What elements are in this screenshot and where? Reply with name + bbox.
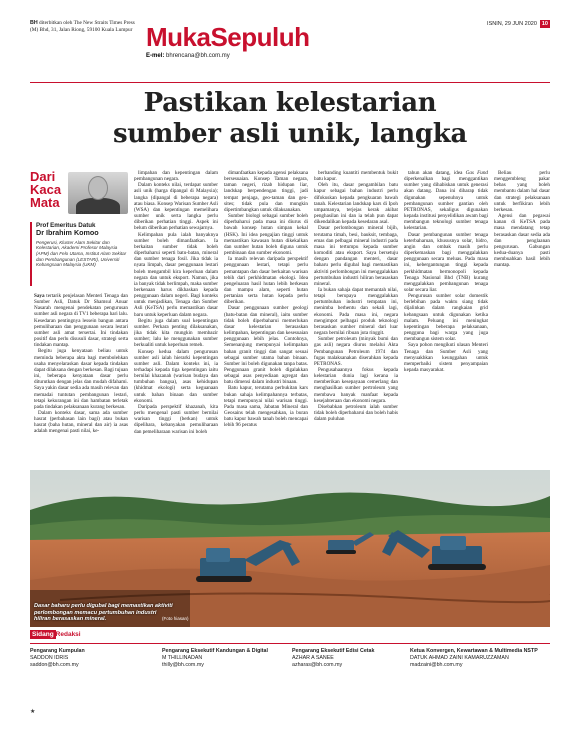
- article-column-4: [314, 170, 398, 505]
- author-portrait: [68, 172, 128, 214]
- article-paragraph: Kelimpahan pula ialah banyaknya sumber boleh dimanfaatkan. Ia berkaitan sumber tidak boleh diperbaharui seperti batu-batan, mineral dan sumber tenaga fosil. Jika tidak ia nyata limpah, dasar penggunaan lestari boleh mengambil kira keperluan dalam negara dan untuk eksport. Namun, jika ia banyak tidak berlimpah, maka sumber berkenaan harus dikhaskan kepada penggunaan dalam negeri. Bagi konteks untuk menjadikan, Tenaga dan Sumber Asli (KeTSA) perlu memastikan dasar baru untuk keperluan dalam negara.: [134, 231, 218, 318]
- column-title-2: Kaca: [30, 182, 62, 197]
- staff-email[interactable]: thilly@bh.com.my: [162, 661, 204, 668]
- article-paragraph: Batu kapur, terutama perbukitan kars bukan sahaja kelimpahannya terbatas, tetapi mempunyai nilai warisan tinggi. Pada masa sama, Jabatan Mineral dan Geosains telah mengesahkan, ia buran batu kapur bawah tanah boleh mencapai lebih 96 peratus: [224, 385, 308, 429]
- article-column-6: [494, 170, 550, 330]
- article-paragraph: Dalam konteks nilai, terdapat sumber asli unik (harga dipangal di Malaysia); langka (dipangal di beberapa negara) atau biasa. Konsep Warisan Sumber Asli (WSA) dan kepentingan memelihara sumber unik serta langka perlu diberikan perhatian tinggi. Aspek ini belum diberikan perhatian sewajarnya.: [134, 182, 218, 232]
- staff-email[interactable]: madzaini@bh.com.my: [410, 661, 463, 668]
- star-icon: ★: [30, 709, 36, 715]
- editorial-board-title: [30, 631, 81, 638]
- article-paragraph: Oleh itu, dasar pengambilan batu kapur sebagai bahan industri perlu difokuskan kepada pengkuaran bawah tanah. Kelestarian landskap kars di Ipoh umpamanya, terjejas kerak akibat penghasilan ini dan ia telah pun dapat dikendalikan kepada kesedaran asal.: [314, 182, 398, 226]
- publisher-name: BH: [30, 20, 38, 26]
- publisher-info: [30, 20, 140, 33]
- headline-line-1: Pastikan kelestarian: [143, 88, 437, 118]
- staff-role: Ketua Konvergen, Kewartawan & Multimedia NSTP: [410, 648, 538, 654]
- staff-name: AZHAR A SANEE: [292, 654, 334, 661]
- headline-line-2: sumber asli unik, langka: [112, 119, 468, 149]
- publisher-line: diterbitkan oleh The New Straits Times Press (M) Bhd, 31, Jalan Riong, 59100 Kuala Lumpur: [30, 20, 135, 33]
- footer-rule: [30, 643, 550, 644]
- author-title: Prof Emeritus Datuk: [36, 222, 96, 229]
- article-column-5: [404, 170, 488, 505]
- article-paragraph: Disebabkan petroleum ialah sumber tidak boleh diperbaharui dan boleh habis dalam puluhan: [314, 403, 398, 423]
- article-paragraph: Begitu juga kenyataan beliau untuk meminda beberapa akta bagi membolehkan usaha menyelaraskan dasar kepada tindakan dapat dilaksana dengan berkesan. Bagi tujuan ini, beberapa kenyataan dasar perlu diturutkan dengan jelas dan mudah difahami. Saya yakin dasar sedia ada masih relevan dan memadai tuntutan pembangunan lestari, tetapi kekurangan ini dan hambatan terletak pada tindakan pelaksanaan kurang berkesan.: [34, 348, 128, 410]
- staff-email[interactable]: azharas@bh.com.my: [292, 661, 343, 668]
- headline: [30, 88, 550, 150]
- editorial-board: [30, 631, 550, 701]
- email-label: E-mel:: [146, 53, 165, 59]
- section-title: MukaSepuluh: [146, 22, 310, 52]
- staff-role: Pengarang Eksekutif Kandungan & Digital: [162, 648, 268, 654]
- article-paragraph: dimanfaatkan kepada agensi pelaksana bersesuaian. Konsep Taman negara, taman negeri, rizab hidupan liar, landskap berpendengan tinggi, jadi tempat penjaga, geo-taman dan geo-sites; tidak pula dan mungkin dipertimbangkan untuk dilaksanakan.: [224, 170, 308, 213]
- staff-role: Pengarang Kumpulan: [30, 648, 85, 654]
- section-masthead: [146, 22, 310, 59]
- email-address[interactable]: bhrencana@bh.com.my: [166, 53, 230, 59]
- article-paragraph: tahun akan datang, idea Gas Fund diperkenalkan bagi menggantikan sumber yang dihabiskan untuk generasi akan datang. Dana ini diharap tidak digunakan sepenuhnya untuk pembangunan sumber gantian oleh PETRONAS, sekaligus digunakan kepada institusi penyelidikan awam bagi membangun teknologi sumber tenaga kelestarian.: [404, 170, 488, 232]
- column-title-1: Dari: [30, 169, 56, 184]
- article-paragraph: Beliau perlu menggembleng pakar bebas yang boleh membantu dalam hal dasar dan strategi pelaksanaan untuk berfikiran lebih berkesan.: [494, 170, 550, 213]
- article-paragraph: berbanding kuantiti membentuk bukit batu kapur.: [314, 170, 398, 183]
- portrait-face: [88, 176, 108, 200]
- author-role: Pengerusi, Kluster Alam Sekitar dan Kelestarian, Akademi Profesor Malaysia (APM) dan Felo Utama, Institut Alam Sekitar dan Pembangunan (LESTARI), Universiti Kebangsaan Malaysia (UKM): [36, 239, 127, 268]
- article-paragraph: Ia masih relevan daripada perspektif penggunaan lestari, tetapi perlu pemantapan dan dasar berkaitan warisan tebih dari perkhidmatan ekologi. Idea pengeluaran hasil hutan lebih berkesan dan mampu alam, seperti hutan pertanian serta hutan kepada perlu diberikan.: [224, 256, 308, 306]
- issue-info: [487, 20, 550, 28]
- article-paragraph: Dasar penggunaan sumber geologi (batu-batan dan mineral), iaitu sumber tidak boleh diperbaharui memerlukan dasar kelestarian berasaskan kelimpahan, kepentingan dan kesesuaian penggunaan lebih jelas. Contohnya, Semenanjung mempunyai kelimpahan bahan granit tinggi dan sangat sesuai sebagai sumber utama bahan binaan. Sumber ini boleh digunakan tanpa batas. Penggunaan granit boleh digalakkan sebagai asas penyediaan agregat dan batu dimensi dalam industri binaan.: [224, 305, 308, 386]
- page-number: 10: [541, 21, 548, 27]
- portrait-suit: [76, 198, 120, 214]
- column-title-3: Mata: [30, 195, 60, 210]
- staff-name: DATUK AHMAD ZAINI KAMARUZZAMAN: [410, 654, 509, 661]
- staff-entry: [410, 648, 538, 668]
- article-paragraph: Saya tertarik penjelasan Menteri Tenaga dan Sumber Asli, Datuk Dr Shamsul Anuar Nasarah mengenai pendekatan pengurusan sumber asli negara di TV1 beberapa hari lalu. Kesedaran pentingnya lessein bangun antara pemuliharaan dan penggunaan secara lestari sumber asli amat tersertai. Ini tindakan positif dan perlu disusuli dasar, strategi serta tindakan mantap.: [34, 293, 128, 349]
- article-paragraph: Saya pohon mengikuti ulasan Menteri Tenaga dan Sumber Asli yang menyuakhkan keunggahan untuk memperbaiki sistem penyampaian kepada masyarakat.: [404, 342, 488, 373]
- staff-email[interactable]: saddon@bh.com.my: [30, 661, 79, 668]
- section-email: [146, 53, 310, 59]
- article-column-2: [134, 170, 218, 470]
- staff-entry: [292, 648, 374, 668]
- photo-caption: Dasar baharu perlu digubal bagi memastikan aktiviti perlombongan memacu pertumbuhan industri hiliran berasaskan mineral.: [34, 603, 173, 623]
- article-paragraph: Begitu juga dalam soal kepentingan sumber. Perkara penting dilaksanakan, jika tidak kita mungkin membazir sumber; lalu ke menggunakan sumber berkualiti untuk keperluan remeh.: [134, 317, 218, 349]
- article-paragraph: Pengusahaannya fokus kepada kelestarian dunia lagi kerana ia memberikan kesepayaan cemerlang dan menghasilkan sumber pertroleum yang membawa banyak manfaat kepada kesejahteraan dan ekonomi negara.: [314, 367, 398, 404]
- staff-role: Pengarang Eksekutif Edisi Cetak: [292, 648, 375, 654]
- staff-entry: [162, 648, 268, 668]
- article-paragraph: Dalam konteks dasar, sama ada sumber hasrat (perbahasan lain bagi) atau bukan hasrat (baha hutan, mineral dan air) ia asas adalah mengenai pasti nilai, ke-: [34, 409, 128, 435]
- photo-credit: (Foto hiasan): [162, 616, 189, 621]
- article-paragraph: Pengurusan sumber solar domestik berlebihan pada waktu siang tidak dijalinkan dalam rangkaian grid kebangsaan untuk digunakan ketika malam. Peluang ini meningkat kepentingan beberapa pelaksanaan, pengguna bagi warga yang juga membangun sistem solar.: [404, 293, 488, 343]
- article-paragraph: Konsep kedua dalam pengurusan sumber asli ialah hierarki kepentingan sumber asli. Dalam konteks ini, ia terhadapi kepada tiga kepentingan iaitu bernilai khazanah (warisan budaya dan tumbuhan bangsa), asas kehidupan (khidmat ekologi) serta keguanaan untuk bahan binaan dan sumber ekonomi.: [134, 348, 218, 404]
- staff-name: M THILLINADAN: [162, 654, 203, 661]
- article-paragraph: Dasar pembangunan sumber tenaga keterbaharuan, khususnya solar, hidro, angin dan ombak masih perlu diperkemaskan bagi menggalakkan penggunaan secara meluas. Pada masa ini, kebergantungan tinggi kepada perkhidmatan bermonopoli kepada Tenaga Nasional Bhd (TNB) kurang menggalakkan pembangunan tenaga solar secara liar.: [404, 231, 488, 293]
- author-name: Dr Ibrahim Komoo: [36, 228, 99, 238]
- author-block: [36, 222, 128, 268]
- editorial-board-title-1: Sidang: [32, 631, 54, 638]
- top-rule: [30, 82, 550, 83]
- article-paragraph: Dasar perlombongan mineral bijih, terutama timah, besi, bauksit, tembaga, emas dan pelbagai mineral industri pada masa ini tertumpu kepada sumber komoditi atau eksport. Saya bersetuju dengan pandangan menteri, dasar baharu perlu digubal bagi memastikan aktiviti perlombongan ini menggalakkan pertumbuhan industri hiliran berasaskan mineral.: [314, 225, 398, 287]
- author-accent-bar: [30, 222, 32, 286]
- article-paragraph: Sumber biologi sebagai sumber boleh diperbaharui pada masa ini diurus di bawah konsep hutan simpan kekal (HSK). Ini idea pengajian tinggi untuk memastikan kawasan hutan dikekalkan dan sumber hutan boleh diguna untuk pembinaan dan sumber ekonomi.: [224, 213, 308, 257]
- article-column-3: [224, 170, 308, 505]
- editorial-board-title-2: Redaksi: [55, 631, 81, 638]
- staff-entry: [30, 648, 85, 668]
- article-paragraph: limpahan dan kepentingan dalam pembangunan negara.: [134, 170, 218, 183]
- article-paragraph: Ia bukan sahaja dapat memantah nilai, tetapi berupaya menggalakkan pertumbuhan industri tempatan ini, menimba berhentu dan sekali lagi, ekonomi. Pada masa ini, negara mengimpot pelbagai produk teknologi berasaskan sumber mineral dari luar negara bernilai ribuan juta ringgit.: [314, 286, 398, 337]
- article-paragraph: Agensi dan pegawai kanan di KeTSA pada masa mendatang tetap berasaskan dasar sedia ada dan penglaanan pengurusan. Gabungan kedua-duanya pasti membuahkan hasil lebih mantap.: [494, 213, 550, 269]
- issue-date: ISNIN, 29 JUN 2020: [487, 21, 537, 27]
- article-paragraph: Sumber petroleum (minyak bumi dan gas asli) negara diurus melalui Akta Pembangunan Petroleum 1974 dan fugas malaksanakan diserahkan kepada PETRONAS.: [314, 336, 398, 367]
- article-paragraph: Daripada perspektif khazanah, kita perlu mengenal pasti sumber bernilai warisan tinggi (berkan) untuk dipelihara, kebanyakan pemuliharaan dan pemeliharaan warisan ini boleh: [134, 403, 218, 435]
- staff-name: SADDON IDRIS: [30, 654, 69, 661]
